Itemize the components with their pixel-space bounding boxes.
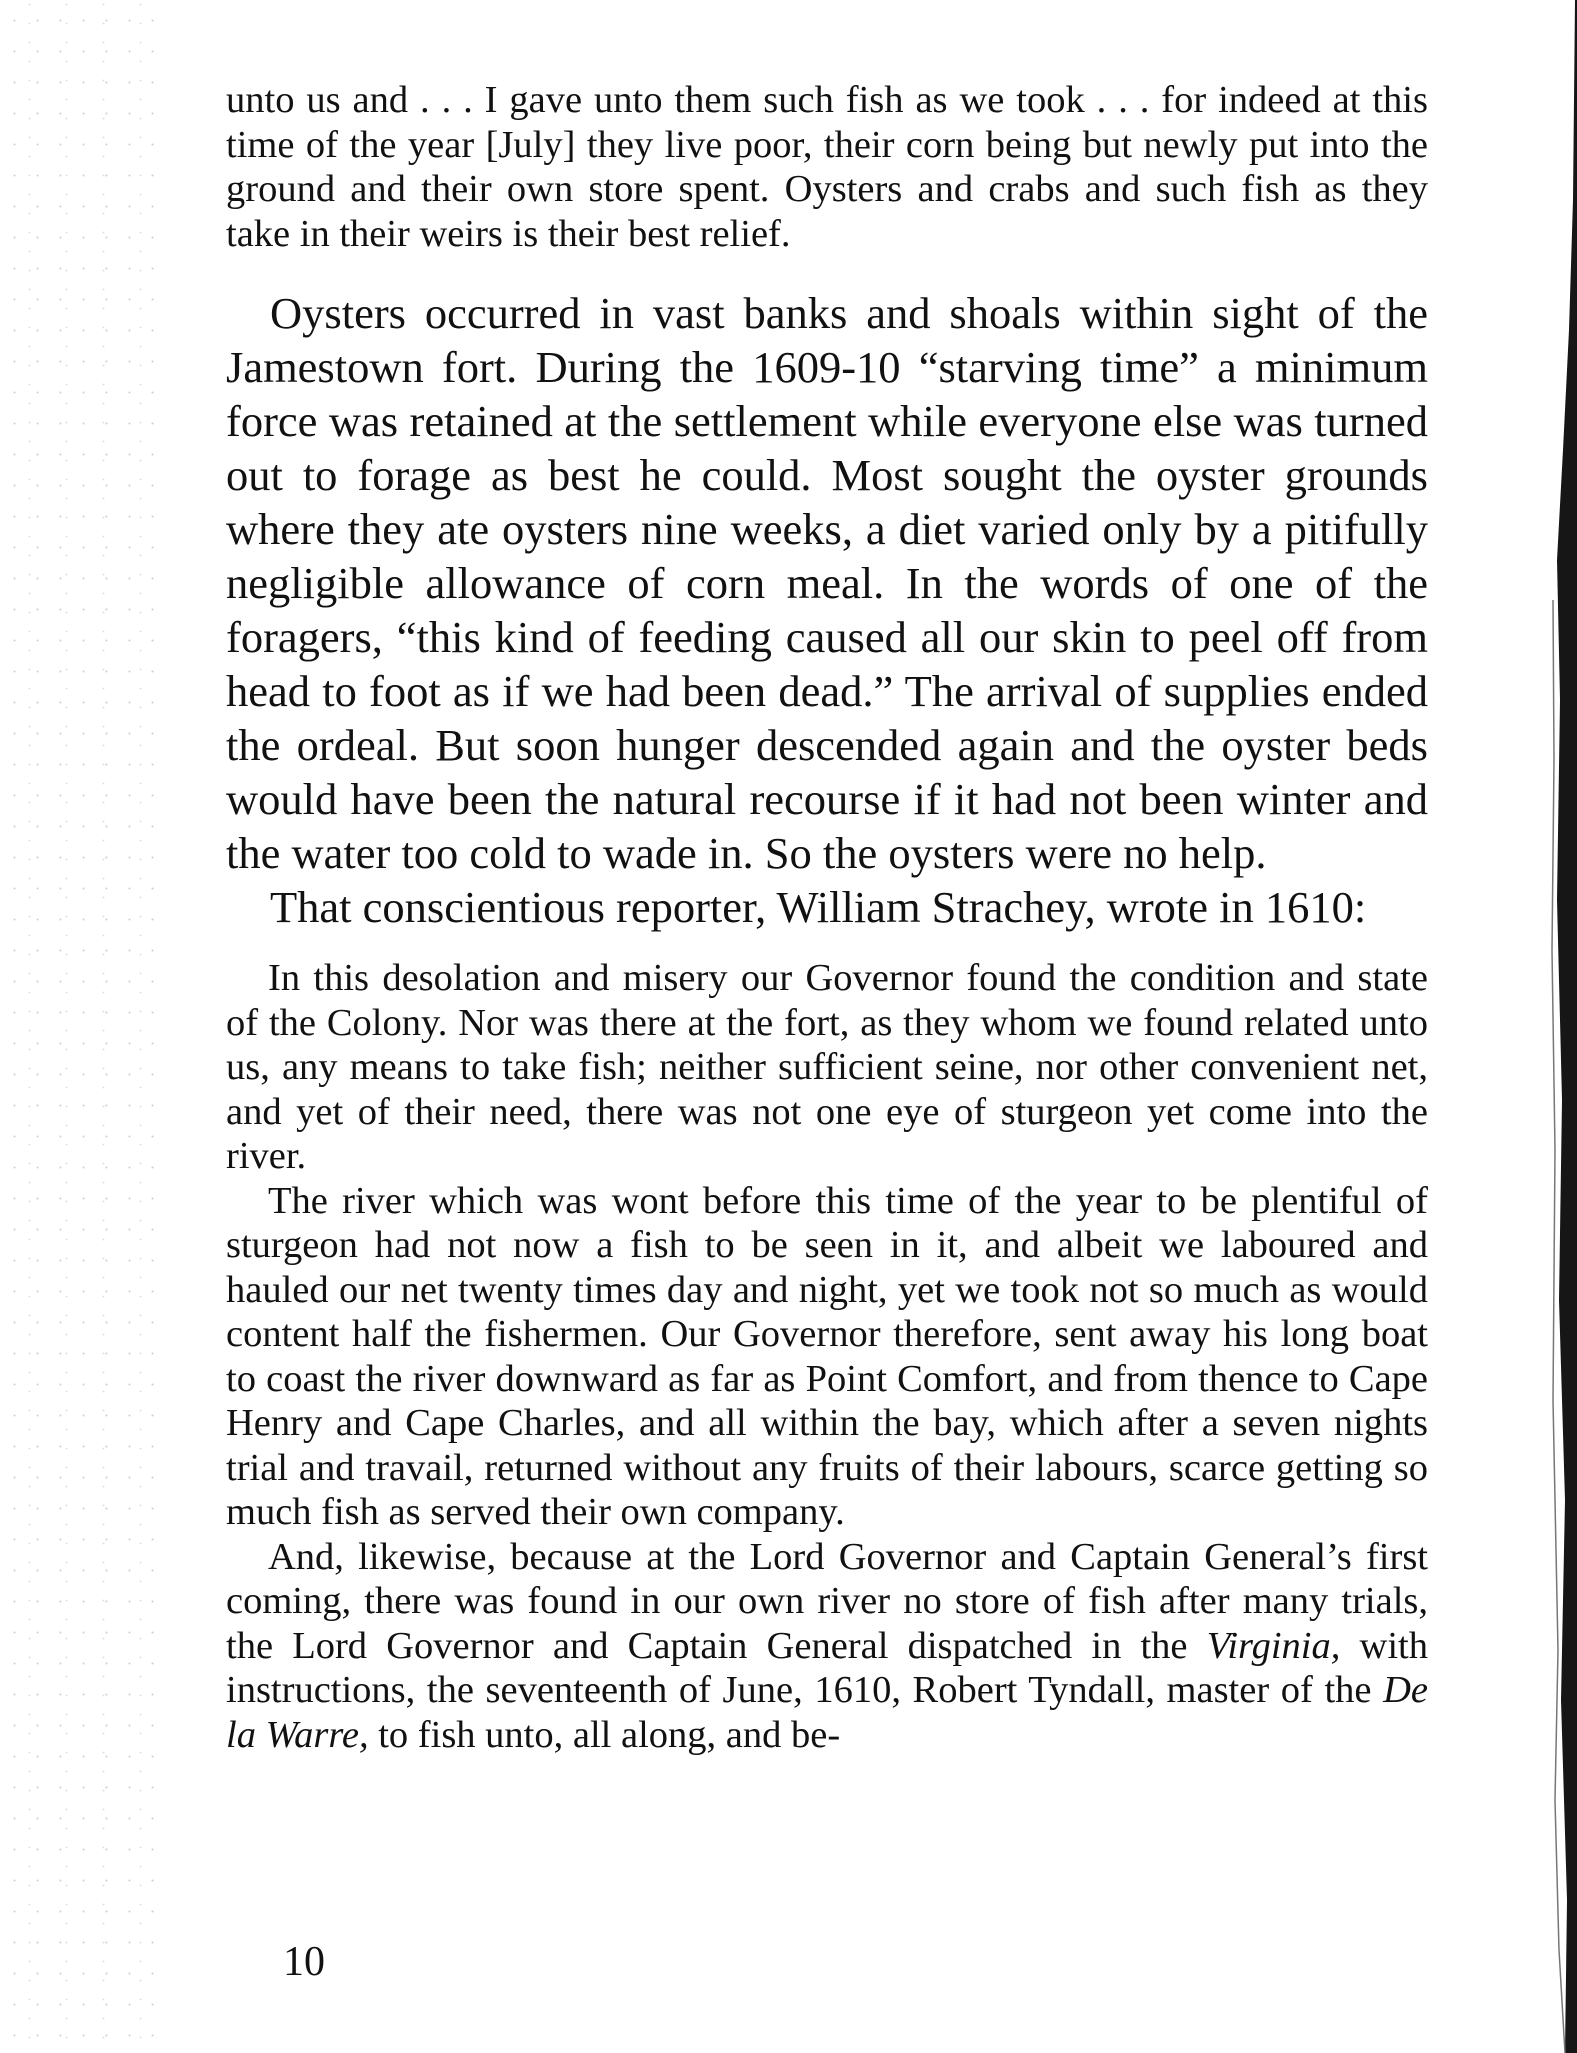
text-block: [226, 78, 1428, 1757]
page-number: 10: [283, 1939, 325, 1985]
paragraph-1: Oysters occurred in vast banks and shoals within sight of the Jamestown fort. During the 1609-10 “starving time” a minimum force was retained at the settlement while everyone else was turned out to forage as best he could. Most sought the oyster grounds where they ate oysters nine weeks, a diet varied only by a pitifully negligible allowance of corn meal. In the words of one of the foragers, “this kind of feeding caused all our skin to peel off from head to foot as if we had been dead.” The arrival of supplies ended the ordeal. But soon hunger descended again and the oyster beds would have been the natural recourse if it had not been winter and the water too cold to wade in. So the oysters were no help.: [226, 288, 1428, 878]
scan-speckle-margin: [0, 0, 170, 2053]
quote-3-text-b: with instructions, the seventeenth of June, 1610, Robert Tyndall, master of the: [226, 1624, 1429, 1711]
quote-intro-text: unto us and . . . I gave unto them such fish as we took . . . for indeed at this time of the year [July] they live poor, their corn being but newly put into the ground and their own store spent. Oysters and crabs and such fish as they take in their weirs is their best relief.: [226, 79, 1428, 255]
block-quote-strachey: [226, 956, 1428, 1757]
ship-name-virginia: Virginia,: [1206, 1624, 1341, 1667]
quote-paragraph-1: In this desolation and misery our Governor found the condition and state of the Colony. Nor was there at the fort, as they whom we found related unto us, any means to take fish; neither sufficient seine, nor other convenient net, and yet of their need, there was not one eye of sturgeon yet come into the river.: [226, 957, 1428, 1177]
quote-paragraph-3: [226, 1535, 1428, 1758]
paragraph-2: That conscientious reporter, William Strachey, wrote in 1610:: [270, 882, 1367, 932]
body-text: [226, 286, 1428, 934]
quote-3-text-c: to fish unto, all along, and be-: [368, 1713, 841, 1756]
binding-edge: [1551, 0, 1577, 2053]
block-quote-intro: [226, 78, 1428, 256]
quote-paragraph-2: The river which was wont before this time of the year to be plentiful of sturgeon had not now a fish to be seen in it, and albeit we laboured and hauled our net twenty times day and night, yet we took not so much as would content half the fishermen. Our Governor therefore, sent away his long boat to coast the river downward as far as Point Comfort, and from thence to Cape Henry and Cape Charles, and all within the bay, which after a seven nights trial and travail, returned without any fruits of their labours, scarce getting so much fish as served their own company.: [226, 1179, 1428, 1533]
ship-name-de-la-warre: De la Warre,: [226, 1669, 1428, 1756]
quote-3-text-a: And, likewise, because at the Lord Governor and Captain General’s first coming, there was found in our own river no store of fish after many trials, the Lord Governor and Captain General dispatched in the: [226, 1535, 1428, 1667]
